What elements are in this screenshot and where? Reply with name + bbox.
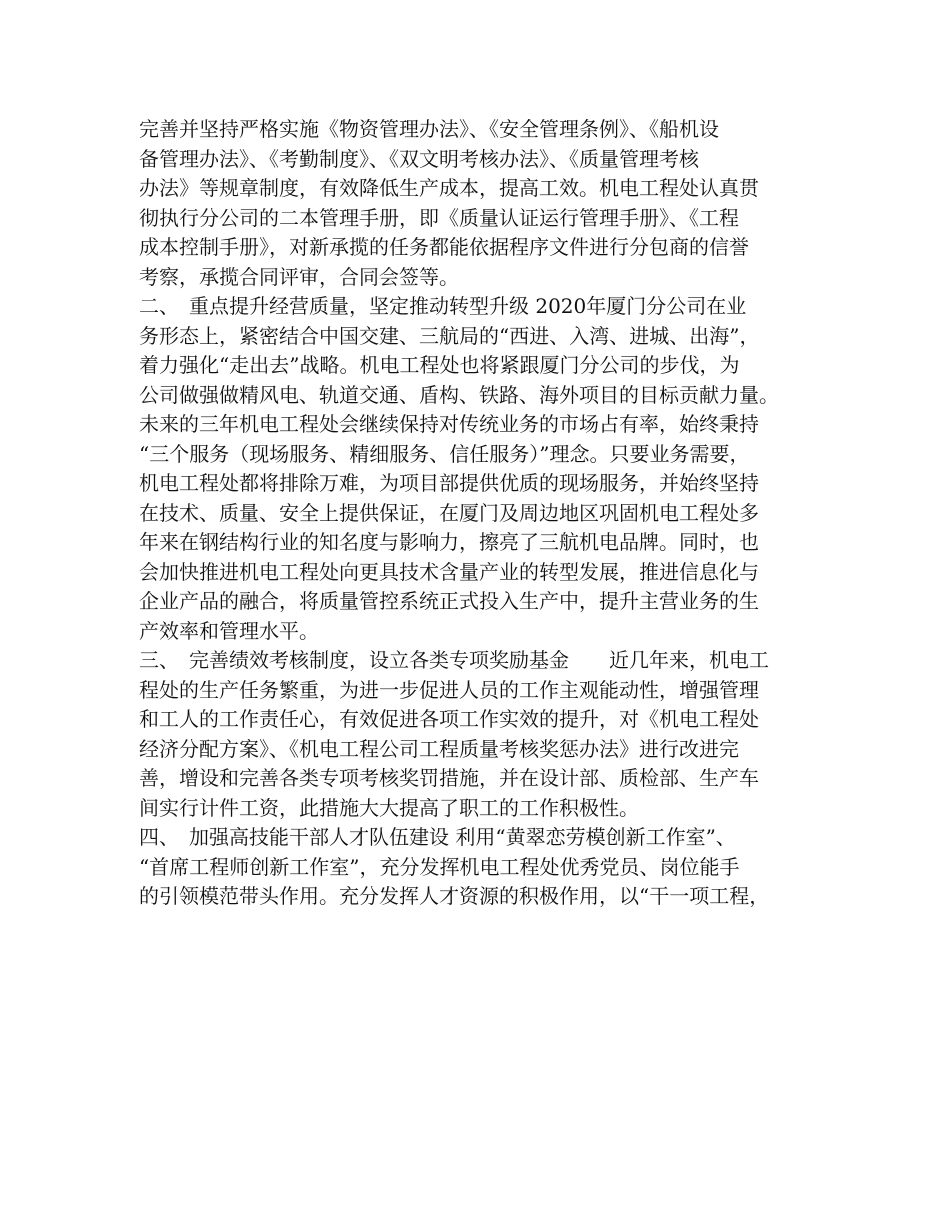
section-heading-line: 三、 完善绩效考核制度，设立各类专项奖励基金 近几年来，机电工	[139, 648, 769, 672]
text-line: 完善并坚持严格实施《物资管理办法》、《安全管理条例》、《船机设	[139, 117, 719, 141]
text-line: 考察，承揽合同评审，合同会签等。	[139, 264, 459, 289]
text-line: “首席工程师创新工作室”，充分发挥机电工程处优秀党员、岗位能手	[139, 854, 740, 879]
section-heading-line: 二、 重点提升经营质量，坚定推动转型升级 2020年厦门分公司在业	[139, 294, 747, 318]
text-line: 未来的三年机电工程处会继续保持对传统业务的市场占有率，始终秉持	[139, 412, 759, 436]
text-line: 彻执行分公司的二本管理手册，即《质量认证运行管理手册》、《工程	[139, 205, 739, 230]
text-line: 的引领模范带头作用。充分发挥人才资源的积极作用，以“干一项工程，	[139, 884, 770, 908]
text-line: 备管理办法》、《考勤制度》、《双文明考核办法》、《质量管理考核	[139, 146, 699, 171]
text-line: 间实行计件工资，此措施大大提高了职工的工作积极性。	[139, 795, 639, 820]
section-heading-line: 四、 加强高技能干部人才队伍建设 利用“黄翠恋劳模创新工作室”、	[139, 825, 736, 849]
text-line: 着力强化“走出去”战略。机电工程处也将紧跟厦门分公司的步伐，为	[139, 353, 740, 377]
text-line: 经济分配方案》、《机电工程公司工程质量考核奖惩办法》进行改进完	[139, 736, 739, 761]
text-line: “三个服务（现场服务、精细服务、信任服务）”理念。只要业务需要，	[139, 441, 750, 466]
text-line: 公司做强做精风电、轨道交通、盾构、铁路、海外项目的目标贡献力量。	[139, 382, 779, 407]
text-line: 产效率和管理水平。	[139, 618, 319, 643]
text-line: 在技术、质量、安全上提供保证，在厦门及周边地区巩固机电工程处多	[139, 500, 759, 525]
text-line: 会加快推进机电工程处向更具技术含量产业的转型发展，推进信息化与	[139, 559, 759, 584]
text-line: 和工人的工作责任心，有效促进各项工作实效的提升，对《机电工程处	[139, 707, 759, 731]
text-line: 善，增设和完善各类专项考核奖罚措施，并在设计部、质检部、生产车	[139, 766, 759, 790]
text-line: 务形态上，紧密结合中国交建、三航局的“西进、入湾、进城、出海”，	[139, 323, 760, 348]
text-line: 成本控制手册》，对新承揽的任务都能依据程序文件进行分包商的信誉	[139, 235, 749, 259]
text-line: 程处的生产任务繁重，为进一步促进人员的工作主观能动性，增强管理	[139, 677, 759, 702]
text-line: 办法》等规章制度，有效降低生产成本，提高工效。机电工程处认真贯	[139, 176, 759, 200]
text-line: 企业产品的融合，将质量管控系统正式投入生产中，提升主营业务的生	[139, 589, 759, 613]
text-line: 机电工程处都将排除万难，为项目部提供优质的现场服务，并始终坚持	[139, 471, 759, 495]
document-body	[139, 115, 829, 912]
text-line: 年来在钢结构行业的知名度与影响力，擦亮了三航机电品牌。同时，也	[139, 530, 759, 554]
